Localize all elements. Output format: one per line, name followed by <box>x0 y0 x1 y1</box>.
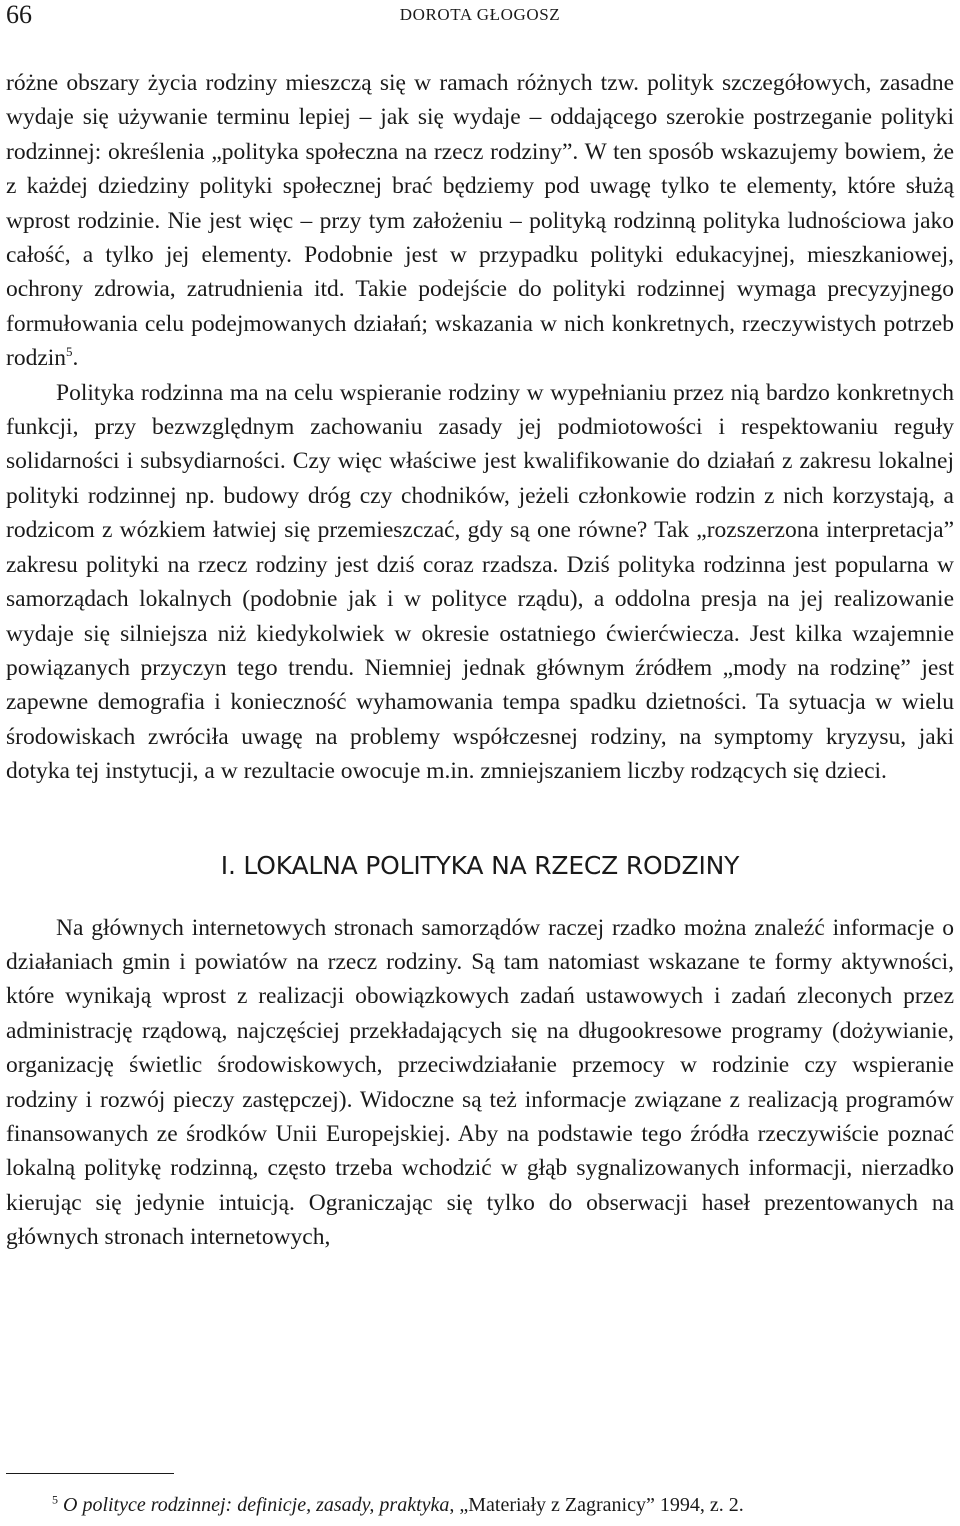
section-heading: I. LOKALNA POLITYKA NA RZECZ RODZINY <box>220 850 740 880</box>
running-head <box>0 0 960 40</box>
footnote-title: O polityce rodzinnej: definicje, zasady, praktyka <box>63 1494 450 1516</box>
running-title: DOROTA GŁOGOSZ <box>399 5 561 24</box>
footnote-number: 5 <box>52 1492 58 1507</box>
footnote-citation: , „Materiały z Zagranicy” 1994, z. 2. <box>449 1494 744 1516</box>
body-text <box>6 66 954 1255</box>
paragraph-2: Polityka rodzinna ma na celu wspieranie rodziny w wypełnianiu przez nią bardzo konkretnych funkcji, przy bezwzględnym zachowaniu zasady jej podmiotowości i respektowaniu reguły solidarności i subsydiarności. Czy więc właściwe jest kwalifikowanie do działań z zakresu lokalnej polityki rodzinnej np. budowy dróg czy chodników, jeżeli członkowie rodzin z nich korzystają, a rodzicom z wózkiem łatwiej się przemieszczać, gdy są one równe? Tak „rozszerzona interpretacja” zakresu polityki na rzecz rodziny jest dziś coraz rzadsza. Dziś polityka rodzinna jest popularna w samorządach lokalnych (podobnie jak i w polityce rządu), a oddolna presja na jej realizowanie wydaje się silniejsza niż kiedykolwiek w okresie ostatniego ćwierćwiecza. Jest kilka wzajemnie powiązanych przyczyn tego trendu. Niemniej jednak głównym źródłem „mody na rodzinę” jest zapewne demografia i konieczność wyhamowania tempa spadku dzietności. Ta sytuacja w wielu środowiskach zwróciła uwagę na problemy współczesnej rodziny, na symptomy kryzysu, jaki dotyka tej instytucji, a w rezultacie owocuje m.in. zmniejszaniem liczby rodzących się dzieci. <box>6 379 954 785</box>
paragraph-1 <box>6 66 954 376</box>
paragraph-3: Na głównych internetowych stronach samorządów raczej rzadko można znaleźć informacje o działaniach gmin i powiatów na rzecz rodziny. Są tam natomiast wskazane te formy aktywności, które wynikają wprost z realizacji obowiązkowych zadań ustawowych i zadań zleconych przez administrację rządową, najczęściej przekładających się na długookresowe programy (dożywianie, organizację świetlic środowiskowych, przeciwdziałanie przemocy w rodzinie czy wspieranie rodziny i rozwój pieczy zastępczej). Widoczne są też informacje związane z realizacją programów finansowanych ze środków Unii Europejskiej. Aby na podstawie tego źródła rzeczywiście poznać lokalną politykę rodzinną, często trzeba wchodzić w głąb sygnalizowanych informacji, nierzadko kierując się jedynie intuicją. Ograniczając się tylko do obserwacji haseł prezentowanych na głównych stronach internetowych, <box>6 914 954 1251</box>
page-number: 66 <box>6 0 32 29</box>
footnote-divider <box>6 1473 174 1474</box>
paragraph-1-text: różne obszary życia rodziny mieszczą się w ramach różnych tzw. polityk szczegółowych, zasadne wydaje się używanie terminu lepiej – jak się wydaje – oddającego szerokie postrzeganie polityki rodzinnej: określenia „polityka społeczna na rzecz rodziny”. W ten sposób wskazujemy bowiem, że z każdej dziedziny polityki społecznej brać będziemy pod uwagę tylko te elementy, które służą wprost rodzinie. Nie jest więc – przy tym założeniu – polityką rodzinną polityka ludnościowa jako całość, a tylko jej elementy. Podobnie jest w przypadku polityki edukacyjnej, mieszkaniowej, ochrony zdrowia, zatrudnienia itd. Takie podejście do polityki rodzinnej wymaga precyzyjnego formułowania celu podejmowanych działań; wskazania w nich konkretnych, rzeczywistych potrzeb rodzin <box>6 70 954 372</box>
paragraph-1-end: . <box>72 345 79 372</box>
footnote-5 <box>52 1492 952 1518</box>
footnote-ref-5: 5 <box>66 344 73 360</box>
